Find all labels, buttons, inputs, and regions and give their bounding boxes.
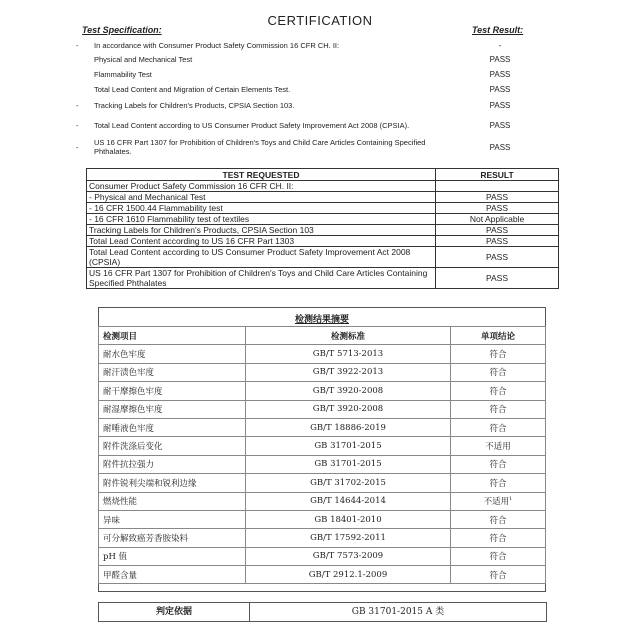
spec-row (76, 67, 546, 82)
spec-bullet: - (76, 100, 79, 110)
item-standard: GB 18401-2010 (246, 510, 451, 528)
test-result-header: Test Result: (472, 25, 524, 35)
item-standard: GB/T 3920-2008 (246, 382, 451, 400)
spec-row (76, 137, 546, 157)
test-result: PASS (436, 247, 559, 268)
verdict-value: GB 31701-2015 A 类 (351, 607, 445, 617)
spec-result: PASS (489, 120, 511, 130)
spec-bullet: - (76, 120, 79, 130)
spec-text: Tracking Labels for Children's Products, CPSIA Section 103. (94, 100, 295, 110)
table-row (99, 529, 546, 547)
standard-header: 检测标准 (246, 327, 451, 345)
test-summary-panel (98, 307, 546, 592)
spec-bullet: - (76, 40, 79, 50)
spec-text: US 16 CFR Part 1307 for Prohibition of Children's Toys and Child Care Articles Containing Specified Phthalates. (94, 138, 426, 156)
summary-table (98, 326, 546, 584)
item-result: 符合 (451, 455, 546, 473)
table-row (99, 437, 546, 455)
table-row (99, 474, 546, 492)
spec-result: PASS (489, 142, 511, 152)
summary-title: 检测结果摘要 (294, 315, 349, 325)
item-standard: GB/T 3920-2008 (246, 400, 451, 418)
tests-header-row (87, 169, 559, 181)
tests-table (86, 168, 559, 289)
test-name: - 16 CFR 1610 Flammability test of textiles (87, 214, 436, 225)
item-name: 耐湿摩擦色牢度 (99, 400, 246, 418)
summary-header-row (99, 327, 546, 345)
item-standard: GB/T 14644-2014 (246, 492, 451, 510)
item-name: 耐唾液色牢度 (99, 418, 246, 436)
spec-result: PASS (489, 100, 511, 110)
item-standard: GB/T 17592-2011 (246, 529, 451, 547)
test-specification-header: Test Specification: (82, 25, 162, 35)
item-header: 检测项目 (99, 327, 246, 345)
test-result: PASS (436, 203, 559, 214)
table-row (87, 268, 559, 289)
table-row (99, 510, 546, 528)
table-row (99, 400, 546, 418)
item-result: 符合 (451, 547, 546, 565)
test-result: PASS (436, 236, 559, 247)
table-row (87, 181, 559, 192)
item-standard: GB/T 18886-2019 (246, 418, 451, 436)
spec-row (76, 52, 546, 67)
item-name: 耐汗渍色牢度 (99, 363, 246, 381)
test-result: PASS (436, 192, 559, 203)
spec-row (76, 97, 546, 113)
item-name: 燃烧性能 (99, 492, 246, 510)
test-result (436, 181, 559, 192)
table-row (87, 192, 559, 203)
table-row (87, 214, 559, 225)
spec-row (76, 113, 546, 137)
item-name: 可分解致癌芳香胺染料 (99, 529, 246, 547)
spec-row (76, 82, 546, 97)
item-name: 甲醛含量 (99, 566, 246, 584)
item-standard: GB 31701-2015 (246, 455, 451, 473)
item-result: 符合 (451, 529, 546, 547)
item-name: 耐干摩擦色牢度 (99, 382, 246, 400)
test-requested-header: TEST REQUESTED (87, 169, 436, 181)
table-row (99, 566, 546, 584)
table-row (87, 225, 559, 236)
spec-text: Physical and Mechanical Test (94, 55, 193, 64)
test-name: Consumer Product Safety Commission 16 CFR CH. II: (87, 181, 436, 192)
table-row (99, 363, 546, 381)
table-row (99, 455, 546, 473)
table-row (87, 236, 559, 247)
item-standard: GB/T 2912.1-2009 (246, 566, 451, 584)
spec-row (76, 38, 546, 52)
test-name: - 16 CFR 1500.44 Flammability test (87, 203, 436, 214)
item-standard: GB 31701-2015 (246, 437, 451, 455)
test-name: Tracking Labels for Children's Products, CPSIA Section 103 (87, 225, 436, 236)
specification-list (76, 38, 546, 157)
conclusion-header: 单项结论 (451, 327, 546, 345)
verdict-row (98, 602, 547, 622)
test-result: PASS (436, 225, 559, 236)
table-row (99, 345, 546, 363)
result-header: RESULT (436, 169, 559, 181)
item-standard: GB/T 3922-2013 (246, 363, 451, 381)
spec-text: Total Lead Content and Migration of Certain Elements Test. (94, 85, 291, 94)
spec-result: PASS (489, 70, 511, 79)
item-name: 附件抗拉强力 (99, 455, 246, 473)
item-result: 符合 (451, 363, 546, 381)
spec-result: - (498, 40, 502, 50)
item-name: 附件洗涤后变化 (99, 437, 246, 455)
item-standard: GB/T 31702-2015 (246, 474, 451, 492)
item-result: 符合 (451, 382, 546, 400)
item-result: 符合 (451, 418, 546, 436)
spec-result: PASS (489, 55, 511, 64)
table-row (99, 547, 546, 565)
item-result: 符合 (451, 510, 546, 528)
item-result: 符合 (451, 566, 546, 584)
table-row (99, 382, 546, 400)
item-result-cell (451, 492, 546, 510)
test-name: Total Lead Content according to US 16 CFR Part 1303 (87, 236, 436, 247)
item-result: 符合 (451, 400, 546, 418)
table-row (87, 203, 559, 214)
test-result: PASS (436, 268, 559, 289)
spec-text: Total Lead Content according to US Consumer Product Safety Improvement Act 2008 (CPSIA). (94, 120, 410, 130)
item-name: pH 值 (99, 547, 246, 565)
item-standard: GB/T 5713-2013 (246, 345, 451, 363)
item-name: 异味 (99, 510, 246, 528)
table-row (87, 247, 559, 268)
test-name: - Physical and Mechanical Test (87, 192, 436, 203)
test-name: Total Lead Content according to US Consumer Product Safety Improvement Act 2008 (CPSIA) (87, 247, 436, 268)
table-row (99, 418, 546, 436)
item-result: 不适用 (451, 437, 546, 455)
table-row (99, 492, 546, 510)
test-name: US 16 CFR Part 1307 for Prohibition of Children's Toys and Child Care Articles Containing Specified Phthalates (87, 268, 436, 289)
certification-title: CERTIFICATION (267, 13, 373, 28)
item-result: 符合 (451, 474, 546, 492)
test-result: Not Applicable (436, 214, 559, 225)
spec-bullet: - (76, 142, 79, 152)
item-result: 符合 (451, 345, 546, 363)
spec-text: In accordance with Consumer Product Safety Commission 16 CFR CH. II: (94, 40, 340, 50)
footnote-marker: 1 (509, 496, 513, 503)
spec-text: Flammability Test (94, 70, 152, 79)
verdict-label: 判定依据 (99, 603, 250, 621)
item-name: 附件锐利尖端和锐利边缘 (99, 474, 246, 492)
spec-result: PASS (489, 85, 511, 94)
item-standard: GB/T 7573-2009 (246, 547, 451, 565)
item-name: 耐水色牢度 (99, 345, 246, 363)
item-result: 不适用 (483, 497, 510, 508)
